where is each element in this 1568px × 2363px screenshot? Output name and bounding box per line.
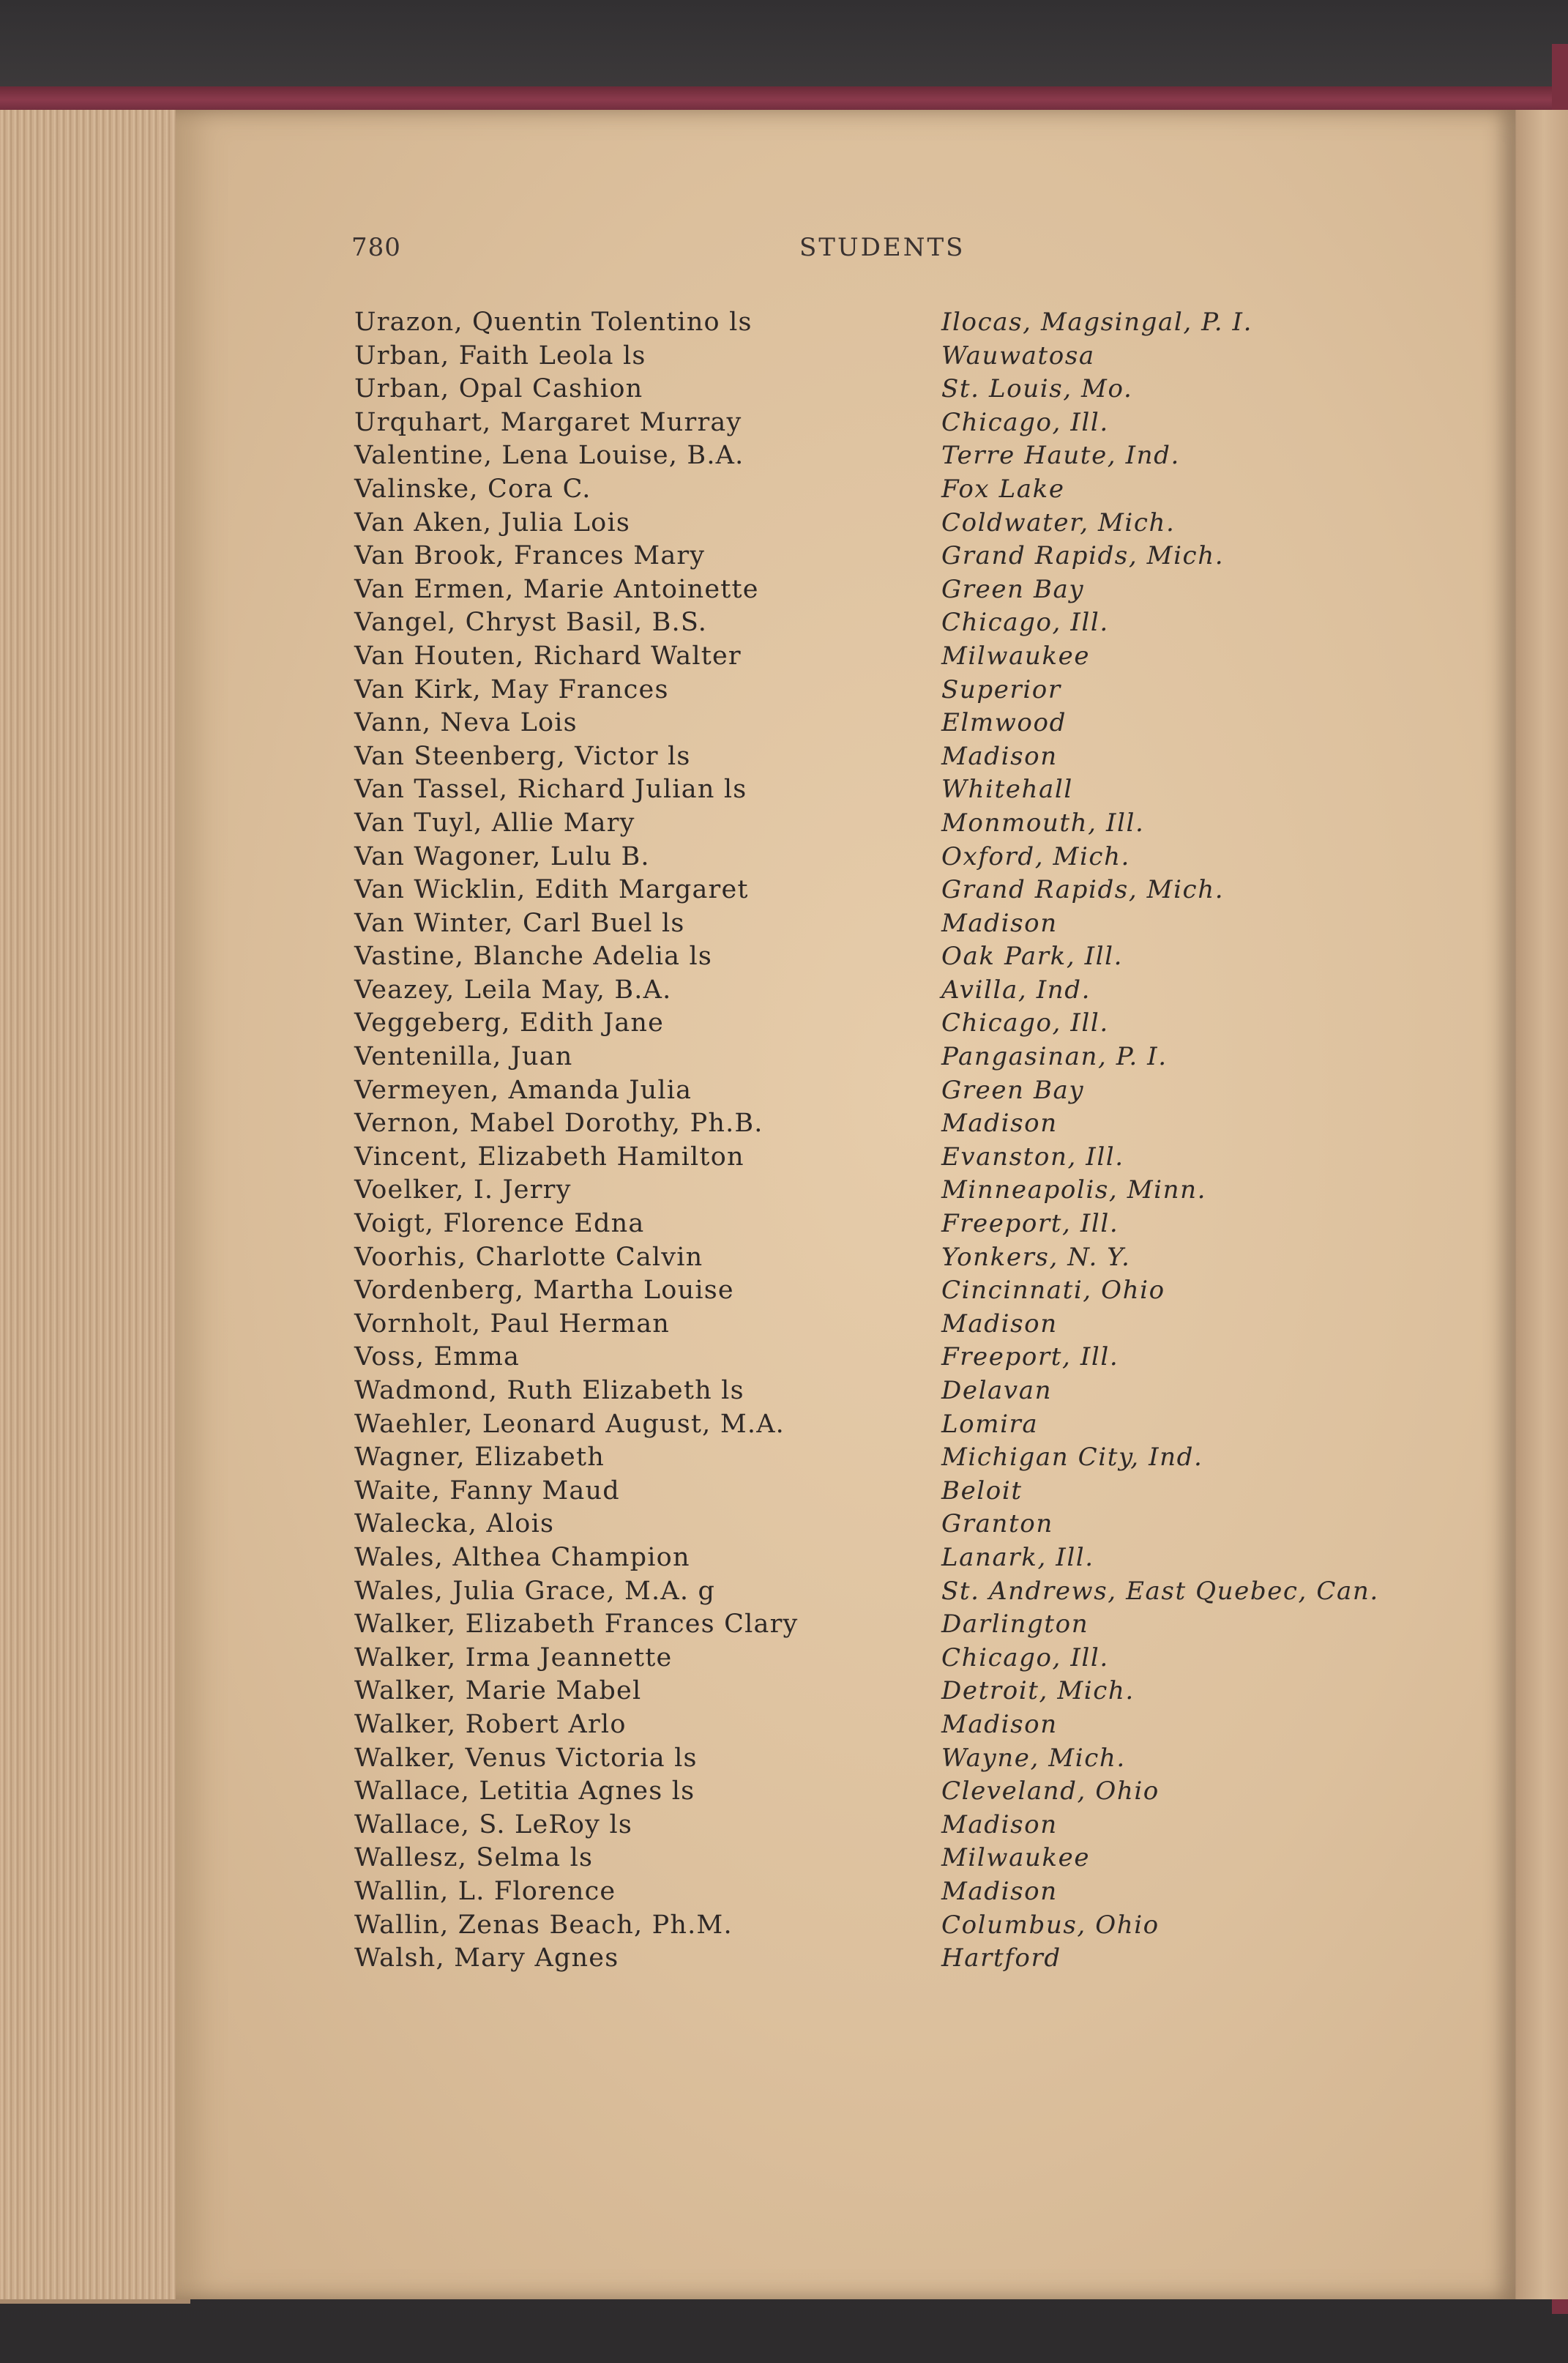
student-name: Wadmond, Ruth Elizabeth ls: [354, 1376, 744, 1405]
student-hometown: Avilla, Ind.: [941, 975, 1091, 1005]
student-name: Urban, Opal Cashion: [354, 374, 643, 404]
student-entry: [351, 640, 1449, 674]
student-hometown: Madison: [941, 1709, 1058, 1739]
student-entry: [351, 1341, 1449, 1374]
student-name: Van Ermen, Marie Antoinette: [354, 574, 759, 604]
student-name: Vermeyen, Amanda Julia: [354, 1075, 692, 1105]
student-entry: [351, 1742, 1449, 1776]
student-hometown: Madison: [941, 908, 1058, 938]
student-hometown: St. Andrews, East Quebec, Can.: [941, 1576, 1379, 1606]
student-name: Walsh, Mary Agnes: [354, 1943, 619, 1973]
student-name: Waehler, Leonard August, M.A.: [354, 1409, 785, 1439]
student-list: [351, 306, 1449, 1976]
student-name: Van Wagoner, Lulu B.: [354, 841, 650, 871]
running-head: STUDENTS: [799, 233, 966, 262]
student-name: Walecka, Alois: [354, 1509, 555, 1539]
student-entry: [351, 473, 1449, 507]
student-entry: [351, 807, 1449, 841]
student-entry: [351, 1441, 1449, 1475]
student-hometown: Freeport, Ill.: [941, 1342, 1119, 1372]
student-hometown: Beloit: [941, 1476, 1023, 1506]
student-hometown: Yonkers, N. Y.: [941, 1242, 1131, 1272]
student-name: Voigt, Florence Edna: [354, 1209, 645, 1239]
student-name: Van Tuyl, Allie Mary: [354, 808, 635, 838]
student-hometown: Green Bay: [941, 1075, 1085, 1105]
student-entry: [351, 1174, 1449, 1207]
student-name: Van Steenberg, Victor ls: [354, 741, 691, 771]
student-entry: [351, 874, 1449, 907]
student-hometown: Columbus, Ohio: [941, 1910, 1160, 1940]
student-hometown: Chicago, Ill.: [941, 608, 1109, 638]
student-entry: [351, 674, 1449, 707]
student-entry: [351, 1274, 1449, 1308]
student-hometown: Green Bay: [941, 574, 1085, 604]
student-name: Vann, Neva Lois: [354, 708, 578, 738]
student-entry: [351, 1541, 1449, 1575]
student-entry: [351, 1608, 1449, 1642]
student-hometown: Madison: [941, 741, 1058, 771]
student-entry: [351, 1942, 1449, 1976]
student-hometown: Whitehall: [941, 775, 1073, 805]
student-hometown: Monmouth, Ill.: [941, 808, 1145, 838]
student-name: Waite, Fanny Maud: [354, 1476, 620, 1506]
student-entry: [351, 1875, 1449, 1909]
student-name: Wales, Althea Champion: [354, 1542, 690, 1572]
student-name: Van Winter, Carl Buel ls: [354, 908, 685, 938]
student-name: Wagner, Elizabeth: [354, 1443, 605, 1473]
student-hometown: Milwaukee: [941, 1843, 1091, 1873]
student-entry: [351, 1475, 1449, 1508]
student-entry: [351, 1241, 1449, 1275]
student-name: Van Houten, Richard Walter: [354, 641, 742, 671]
student-entry: [351, 940, 1449, 974]
student-hometown: Michigan City, Ind.: [941, 1443, 1203, 1473]
student-name: Urquhart, Margaret Murray: [354, 407, 742, 437]
student-name: Veggeberg, Edith Jane: [354, 1008, 665, 1038]
student-entry: [351, 1007, 1449, 1041]
student-hometown: Evanston, Ill.: [941, 1142, 1124, 1172]
student-entry: [351, 1508, 1449, 1541]
student-entry: [351, 606, 1449, 640]
student-entry: [351, 1207, 1449, 1241]
student-hometown: Milwaukee: [941, 641, 1091, 671]
student-entry: [351, 406, 1449, 440]
student-name: Van Wicklin, Edith Margaret: [354, 875, 749, 905]
student-hometown: Hartford: [941, 1943, 1061, 1973]
student-name: Vincent, Elizabeth Hamilton: [354, 1142, 744, 1172]
student-entry: [351, 439, 1449, 473]
student-name: Van Brook, Frances Mary: [354, 541, 706, 571]
student-name: Walker, Irma Jeannette: [354, 1642, 673, 1672]
student-hometown: Grand Rapids, Mich.: [941, 875, 1225, 905]
student-entry: [351, 841, 1449, 874]
student-hometown: Freeport, Ill.: [941, 1209, 1119, 1239]
student-entry: [351, 540, 1449, 573]
student-entry: [351, 1675, 1449, 1708]
student-hometown: Cincinnati, Ohio: [941, 1276, 1165, 1306]
student-entry: [351, 1141, 1449, 1175]
student-hometown: Madison: [941, 1809, 1058, 1839]
student-name: Voss, Emma: [354, 1342, 520, 1372]
student-hometown: Darlington: [941, 1610, 1089, 1640]
student-name: Vornholt, Paul Herman: [354, 1309, 670, 1339]
student-entry: [351, 907, 1449, 941]
student-name: Wales, Julia Grace, M.A. g: [354, 1576, 716, 1606]
student-hometown: Cleveland, Ohio: [941, 1776, 1160, 1806]
student-entry: [351, 740, 1449, 774]
student-entry: [351, 1107, 1449, 1141]
student-entry: [351, 1642, 1449, 1675]
student-name: Van Tassel, Richard Julian ls: [354, 775, 747, 805]
student-entry: [351, 773, 1449, 807]
page-block-left: [0, 110, 190, 2304]
student-hometown: Madison: [941, 1109, 1058, 1139]
student-name: Walker, Venus Victoria ls: [354, 1743, 698, 1773]
student-hometown: Fox Lake: [941, 474, 1065, 504]
student-hometown: Pangasinan, P. I.: [941, 1042, 1168, 1072]
student-hometown: Wayne, Mich.: [941, 1743, 1126, 1773]
student-name: Wallesz, Selma ls: [354, 1843, 594, 1873]
student-entry: [351, 507, 1449, 540]
student-entry: [351, 573, 1449, 607]
student-name: Walker, Marie Mabel: [354, 1676, 642, 1706]
student-hometown: Madison: [941, 1876, 1058, 1906]
student-hometown: Chicago, Ill.: [941, 1642, 1109, 1672]
student-name: Wallin, L. Florence: [354, 1876, 616, 1906]
student-hometown: Ilocas, Magsingal, P. I.: [941, 308, 1252, 337]
student-hometown: Chicago, Ill.: [941, 407, 1109, 437]
student-name: Wallace, Letitia Agnes ls: [354, 1776, 695, 1806]
student-entry: [351, 1308, 1449, 1341]
student-name: Wallace, S. LeRoy ls: [354, 1809, 633, 1839]
student-name: Voorhis, Charlotte Calvin: [354, 1242, 703, 1272]
student-name: Urban, Faith Leola ls: [354, 341, 646, 371]
student-hometown: Granton: [941, 1509, 1053, 1539]
student-entry: [351, 1708, 1449, 1742]
student-hometown: Lomira: [941, 1409, 1039, 1439]
page-header: [351, 233, 1069, 269]
student-entry: [351, 1842, 1449, 1875]
student-name: Voelker, I. Jerry: [354, 1175, 572, 1205]
student-name: Van Aken, Julia Lois: [354, 507, 631, 537]
student-entry: [351, 1909, 1449, 1943]
student-hometown: St. Louis, Mo.: [941, 374, 1133, 404]
student-name: Urazon, Quentin Tolentino ls: [354, 308, 753, 337]
student-name: Walker, Elizabeth Frances Clary: [354, 1610, 799, 1640]
student-name: Valinske, Cora C.: [354, 474, 591, 504]
student-hometown: Terre Haute, Ind.: [941, 441, 1180, 471]
student-hometown: Lanark, Ill.: [941, 1542, 1094, 1572]
student-hometown: Minneapolis, Minn.: [941, 1175, 1207, 1205]
student-hometown: Elmwood: [941, 708, 1067, 738]
student-name: Veazey, Leila May, B.A.: [354, 975, 672, 1005]
student-hometown: Wauwatosa: [941, 341, 1095, 371]
student-entry: [351, 1809, 1449, 1842]
student-entry: [351, 306, 1449, 340]
student-hometown: Oak Park, Ill.: [941, 942, 1124, 972]
student-name: Wallin, Zenas Beach, Ph.M.: [354, 1910, 733, 1940]
student-entry: [351, 707, 1449, 740]
student-name: Van Kirk, May Frances: [354, 674, 669, 704]
student-entry: [351, 974, 1449, 1008]
student-hometown: Oxford, Mich.: [941, 841, 1130, 871]
student-name: Vernon, Mabel Dorothy, Ph.B.: [354, 1109, 764, 1139]
student-hometown: Madison: [941, 1309, 1058, 1339]
student-entry: [351, 1575, 1449, 1609]
student-name: Ventenilla, Juan: [354, 1042, 573, 1072]
student-name: Walker, Robert Arlo: [354, 1709, 627, 1739]
student-name: Vordenberg, Martha Louise: [354, 1276, 734, 1306]
page-number: 780: [351, 233, 401, 262]
student-entry: [351, 1408, 1449, 1442]
student-entry: [351, 340, 1449, 373]
student-entry: [351, 1374, 1449, 1408]
page-block-right: [1508, 110, 1568, 2299]
student-hometown: Chicago, Ill.: [941, 1008, 1109, 1038]
student-hometown: Superior: [941, 674, 1061, 704]
student-hometown: Detroit, Mich.: [941, 1676, 1135, 1706]
student-name: Vastine, Blanche Adelia ls: [354, 942, 713, 972]
student-name: Valentine, Lena Louise, B.A.: [354, 441, 744, 471]
student-entry: [351, 373, 1449, 406]
student-hometown: Delavan: [941, 1376, 1053, 1405]
student-name: Vangel, Chryst Basil, B.S.: [354, 608, 708, 638]
student-entry: [351, 1041, 1449, 1074]
student-entry: [351, 1074, 1449, 1108]
student-entry: [351, 1775, 1449, 1809]
student-hometown: Coldwater, Mich.: [941, 507, 1176, 537]
student-hometown: Grand Rapids, Mich.: [941, 541, 1225, 571]
